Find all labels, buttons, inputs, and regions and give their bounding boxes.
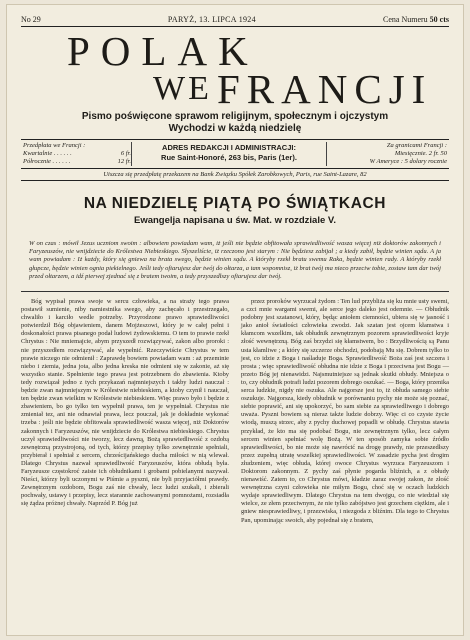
quarterly-label: Kwartalnie . . . . . . (23, 150, 72, 157)
subtitle (21, 111, 449, 135)
quarterly-price: 6 fr. (120, 150, 131, 157)
gospel-text: W on czas : mówił Jezus uczniom swoim : albowiem powiadam wam, iż jeśli nie będzie obfitowała sprawiedliwość wasza więcej niż doktorów zakonnych i Faryzeuszów, nie wnijdziecie do Królestwa Niebieskiego. Słyszeliście, iż rzeczono jest starym : Nie będziesz zabijał ; a kiedy zabił, będzie winien sądu. A ja wam powiadam : Iż każdy, który się gniewa na brata swego, będzie winien sądu. A któryby rzekł bratu swemu Raka, będzie winien rady. A któryby rzekł głupcze, będzie winien ognia piekielnego. Jeśli tedy ofiarujesz dar twój do ołtarza, a tam wspomnisz, iż brat twój ma nieco przeciw tobie, zostaw tam dar twój przed ołtarzem, a idź pierwej zjednać się z bratem twoim, a tedy przyszedłszy ofiarujesz dar twój. (29, 240, 441, 280)
issue-date: PARYŻ, 13. LIPCA 1924 (167, 15, 256, 24)
address-street: Rue Saint-Honoré, 263 bis, Paris (1er). (161, 152, 297, 162)
issue-number: No 29 (21, 15, 41, 24)
column-right-text: przez proroków wyrzucał żydom : Ten lud przybliża się ku mnie usty swemi, a czci mnie wargami swemi, ale serce jego daleko jest odemnie. — Obłudnik podobny jest szatanowi, który, będąc aniołem ciemności, ubiera się w jasność i jako anioł światłości człowieka zwodzi. Jak szatan jest ojcem kłamstwa i kłamcom wszelkim, tak obłudnik zewnętrznym pozorem sprawiedliwości kryje złość wewnętrzną. Bóg zaś brzydzi się kłamstwem, bo : Brzydliwością są Panu usta kłamliwe ; a który się szczerze obchodzi, podobają Mu się. Dobrem tylko to jest, co idzie z Boga i naśladuje Boga. Sprawiedliwość Boża zaś jest szczera i prosta ; więc sprawiedliwość obłudna nie idzie z Boga i przeciwna jest Bogu — przeto Bóg jej nienawidzi. Najsmutniejsze są jednak skutki obłudy. Mniejsza o to, czy obłudnik potrafi ludzi pozorem dobrego oszukać. — Boga, który przenika serca ludzkie, nigdy nie oszuka. Ale najgorsze jest to, iż obłuda samego siebie oszukuje. Najgorsza, kiedy obłudnik w porównaniu pychy nie może się poznać, siebie poprawić, ani się upokorzyć, bo sam siebie za sprawiedliwego i dobrego uważa. Pyszni bowiem są nieraz także ludzie dobrzy. Więc ci co czyste życie wiodą, muszą strzec, aby z pychy duchowej popadli w obłudę. Chrystus stawia przykład, że kto ma się podobać Bogu, nie zewnętrznym tylko, lecz całym sercem winien spełniać wolę Bożą. W ten sposób zamyka sobie źródło sprawiedliwości, bo nie może się nawrócić na drogę prawdy, nie przeszedłszy przez zupełną utratę wszelkiej sprawiedliwości. W zasadzie pycha jest drogim złudzeniem, więc obłuda, której owoce Chrystus wyrzuca Faryzeuszom i Doktorom zakonnym. Z pychy zaś płynie pogarda bliźnich, a z obłudy nienawiść. Zatem to, co Chrystus mówi, kładzie zaraz swojej zakon, że złość wewnętrzna czyni człowieka nie miłym Bogu, choć się w oczach ludzkich wydaje sprawiedliwym. Dlatego Chrystus na tem dwojgu, co nie wiedział się wielce, ze złem przeciwnym, że nie tylko zabójstwo jest grzechem ciężkim, ale i gniew niesprawiedliwy, i przezwiska, i niezgoda z bliźnim. Dla tego to Chrystus Pan, upominając swoich, aby pojednał się z bratem, (241, 298, 449, 524)
issue-price (383, 15, 449, 24)
masthead (21, 28, 449, 112)
article-subhead: Ewangelja napisana u św. Mat. w rozdziale V. (133, 215, 337, 226)
price-value: 50 cts (429, 15, 449, 24)
subscription-halfyear (23, 158, 131, 166)
article-column-left (21, 298, 229, 525)
subscription-quarterly (23, 150, 131, 158)
divider (21, 291, 449, 292)
editorial-address (131, 142, 327, 166)
abroad-usa: W Ameryce : 5 dolary rocznie (369, 158, 447, 165)
abroad-label: Za granicami Francji : (386, 142, 447, 149)
subscription-abroad (327, 142, 449, 166)
subtitle-line-2: Wychodzi w każdą niedzielę (168, 123, 302, 134)
article-column-right (241, 298, 449, 525)
newspaper-page (6, 4, 464, 636)
info-bar (21, 139, 449, 169)
bank-note: Uiszcza się przedpłatę przekazem na Bank Związku Spółek Zarobkowych, Paris, rue Saint-Lazare, 82 (21, 169, 449, 181)
subscription-france (21, 142, 131, 166)
price-label: Cena Numeru (383, 15, 428, 24)
article-columns (21, 298, 449, 525)
column-left-text: Bóg wypisał prawa swoje w sercu człowieka, a na straży tego prawa postawił sumienie, niby namiestnika swego, aby zachęcało i przestrzegało, chwaliło i karciło wedle potrzeby. Przyrodzone prawo sprawiedliwości potwierdził Bóg objawieniem, danem Mojżeszowi, który je w całej pełni i doskonałości prawa pisanego podał ludowi żydowskiemu. O tem to prawie rzekł Chrystus : Nie mniemajcie, abym przyszedł rozwiązywać, zakon albo proroki : nie przyszedłem rozwiązywać, ale wypełnić. Rzeczywiście Chrystus w tem prawie niczego nie odmienił : Zaprawdę bowiem powiadam wam : aż przeminie niebo i ziemia, jedna jota, albo jedna kreska nie odmieni się w zakonie, aż się wszystko stanie. Spełnienie tego prawa jest potrzebnem do zbawienia. Ktoby tedy rozwiązał jedno z tych przykazań najmniejszych i takby ludzi nauczał : będzie zwan najmniejszym w Królestwie niebieskiem, a ktoby czynił i nauczał, ten będzie zwan wielkim w Królestwie niebieskiem. Więc prawo było i będzie z zbawieniem, bo go tylko ten wypełnił prawa, ten je wypełniał. Chrystus nie zmieniał tez, ani nie odnawiał prawa, lecz pouczał, jak je dokładnie wykonać trzeba : jeśli nie będzie obfitowała sprawiedliwość wasza więcej, niż Doktorów zakonnych i Faryzeuszów, nie wnijdziecie do Królestwa niebieskiego. Chrystus uczył sprawiedliwości nie tworzy, lecz dawną, Bożą sprawiedliwość z ozdobą zewnętrzną przystrojoną, od tych, którzy przepisy tylko zewnętrznie spełniali, przybierał i spełniał z sercem, chrześcijańskiego ducha miłości w nią wlewał. Dlatego Chrystus nazwał sprawiedliwość Faryzeuszów, która obłudą była. Faryzeusze częstokroć zaiste ich obłudnikami i grobami pobielanymi nazywał. Nieści, którzy byli uczonymi w Piśmie a pyszni, nie byli przyjaciółmi prawdy. Zewnętrznym ozdobom, Bogu zaś nie chwały, lecz ludzi szukali, i zbierali pochwały, ustawy i przepisy, lecz starannie zachowanymi pomnożami, rozsiadła się żądza próżnej chwały. Naprzód P. Bóg już (21, 298, 229, 508)
address-heading: ADRES REDAKCJI I ADMINISTRACJI: (162, 143, 296, 152)
masthead-we: WE (153, 70, 212, 107)
halfyear-price: 12 fr. (117, 158, 131, 165)
masthead-francji: FRANCJI (217, 66, 433, 112)
subtitle-line-1: Pismo poświęcone sprawom religijnym, społecznym i ojczystym (81, 111, 389, 122)
article-headline: NA NIEDZIELĘ PIĄTĄ PO ŚWIĄTKACH (83, 195, 387, 212)
subscription-france-label: Przedpłata we Francji : (23, 142, 86, 149)
halfyear-label: Półrocznie . . . . . . (23, 158, 71, 165)
header-line (21, 15, 449, 27)
abroad-monthly: Miesięcznie. 2 fr. 50 (394, 150, 447, 157)
masthead-polak: POLAK (67, 28, 259, 74)
